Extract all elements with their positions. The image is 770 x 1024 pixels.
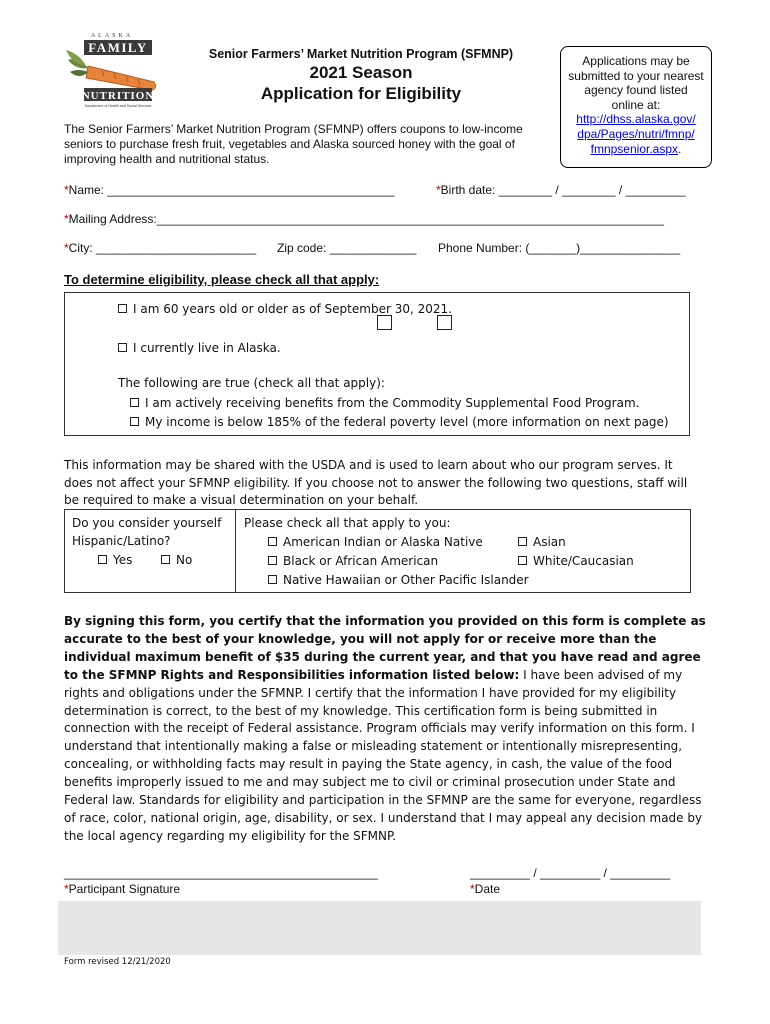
income-checkbox[interactable] bbox=[130, 417, 139, 426]
agency-link-line2: dpa/Pages/nutri/fmnp/ bbox=[577, 126, 695, 141]
checkbox-square[interactable] bbox=[437, 315, 452, 330]
race-question: Please check all that apply to you: bbox=[244, 516, 451, 530]
race-ai-label: American Indian or Alaska Native bbox=[283, 535, 483, 549]
hispanic-question-line2: Hispanic/Latino? bbox=[72, 534, 171, 548]
city-field[interactable] bbox=[64, 241, 256, 255]
agency-link-line1: http://dhss.alaska.gov/ bbox=[576, 112, 696, 127]
office-use-area bbox=[58, 901, 701, 955]
age-checkbox[interactable] bbox=[118, 304, 127, 313]
race-asian-label: Asian bbox=[533, 535, 566, 549]
hispanic-no-checkbox[interactable] bbox=[161, 555, 170, 564]
following-heading: The following are true (check all that apply): bbox=[118, 376, 385, 390]
birth-date-field[interactable] bbox=[436, 183, 686, 197]
required-mark: * bbox=[64, 241, 69, 255]
eligibility-title: To determine eligibility, please check all that apply bbox=[64, 272, 375, 287]
race-black-checkbox[interactable] bbox=[268, 556, 277, 565]
csfp-checkbox[interactable] bbox=[130, 398, 139, 407]
race-nhpi-option[interactable] bbox=[268, 573, 529, 587]
race-ai-checkbox[interactable] bbox=[268, 537, 277, 546]
alaska-family-nutrition-logo bbox=[62, 30, 162, 108]
hispanic-question-line1: Do you consider yourself bbox=[72, 516, 222, 530]
zip-code-field[interactable]: Zip code: _____________ bbox=[277, 241, 417, 255]
alaska-checkbox-row[interactable] bbox=[118, 341, 281, 355]
hispanic-no-option[interactable] bbox=[161, 553, 192, 567]
signature-label bbox=[64, 882, 180, 896]
signature-line[interactable]: _______________________________________________ bbox=[64, 866, 378, 880]
hispanic-yes-label: Yes bbox=[113, 553, 133, 567]
csfp-label: I am actively receiving benefits from the Commodity Supplemental Food Program. bbox=[145, 396, 640, 410]
alaska-label: I currently live in Alaska. bbox=[133, 341, 281, 355]
age-checkbox-row[interactable] bbox=[118, 302, 452, 316]
race-nhpi-checkbox[interactable] bbox=[268, 575, 277, 584]
race-white-option[interactable] bbox=[518, 554, 634, 568]
required-mark: * bbox=[470, 882, 475, 896]
certification-bold: By signing this form, you certify that the information you provided on this form is complete as accurate to the best of your knowledge, you will not apply for or receive more than the individual maximum benefit of $35 during the current year, and that you have read and agree to the SFMNP Rights and Responsibilities information listed below: bbox=[64, 614, 706, 682]
logo-text-top: ALASKA bbox=[90, 33, 134, 39]
race-black-option[interactable] bbox=[268, 554, 438, 568]
checkbox-square[interactable] bbox=[377, 315, 392, 330]
hispanic-yes-option[interactable] bbox=[98, 553, 132, 567]
certification-body: I have been advised of my rights and obligations under the SFMNP. I certify that the information I have provided for my eligibility determination is correct, to the best of my knowledge. This certification form is being submitted in connection with the receipt of Federal assistance. Program officials may verify information on this form. I understand that intentionally making a false or misleading statement or intentionally misrepresenting, concealing, or withholding facts may result in paying the State agency, in cash, the value of the food benefits improperly issued to me and may subject me to civil or criminal prosecution under State and Federal law. Standards for eligibility and participation in the SFMNP are the same for everyone, regardless of race, color, national origin, age, disability, or sex. I understand that I may appeal any decision made by the local agency regarding my eligibility for the SFMNP. bbox=[64, 667, 703, 843]
callout-period: . bbox=[678, 141, 682, 156]
signature-label-text: Participant Signature bbox=[68, 882, 181, 896]
date-line[interactable]: _________ / _________ / _________ bbox=[470, 866, 671, 880]
intro-paragraph: The Senior Farmers’ Market Nutrition Program (SFMNP) offers coupons to low-income seniors to purchase fresh fruit, vegetables and Alaska sourced honey with the goal of improving health and nutritional status. bbox=[64, 122, 523, 166]
required-mark: * bbox=[64, 183, 69, 197]
phone-number-field[interactable]: Phone Number: (_______)_______________ bbox=[438, 241, 681, 255]
race-ai-option[interactable] bbox=[268, 535, 483, 549]
age-label: I am 60 years old or older as of September 30, 2021. bbox=[133, 302, 452, 316]
eligibility-colon: : bbox=[374, 272, 380, 287]
race-nhpi-label: Native Hawaiian or Other Pacific Islander bbox=[283, 573, 529, 587]
required-mark: * bbox=[64, 212, 69, 226]
csfp-checkbox-row[interactable] bbox=[130, 396, 639, 410]
race-white-label: White/Caucasian bbox=[533, 554, 634, 568]
logo-text-family: FAMILY bbox=[88, 40, 148, 55]
race-white-checkbox[interactable] bbox=[518, 556, 527, 565]
name-field-label: Name: ___________________________________________ bbox=[68, 183, 395, 197]
carrot-icon bbox=[62, 30, 162, 108]
date-label bbox=[470, 882, 500, 896]
income-checkbox-row[interactable] bbox=[130, 415, 669, 429]
mailing-address-field[interactable] bbox=[64, 212, 664, 226]
callout-text: Applications may be submitted to your nearest agency found listed online at: bbox=[568, 54, 704, 112]
name-field[interactable] bbox=[64, 183, 394, 197]
race-asian-option[interactable] bbox=[518, 535, 566, 549]
agency-link-line3: fmnpsenior.aspx bbox=[590, 141, 679, 156]
demographics-divider bbox=[235, 509, 236, 593]
usda-notice: This information may be shared with the USDA and is used to learn about who our program serves. It does not affect your SFMNP eligibility. If you choose not to answer the following two questions, staff will be required to make a visual determination on your behalf. bbox=[64, 458, 688, 507]
date-label-text: Date bbox=[474, 882, 501, 896]
eligibility-heading bbox=[64, 272, 379, 287]
season-title: 2021 Season bbox=[309, 63, 413, 82]
program-name: Senior Farmers’ Market Nutrition Program (SFMNP) bbox=[208, 47, 514, 61]
logo-text-dept: Department of Health and Social Services bbox=[84, 104, 152, 108]
form-revision: Form revised 12/21/2020 bbox=[64, 957, 171, 967]
page-title: Application for Eligibility bbox=[260, 84, 462, 103]
submission-callout bbox=[560, 46, 712, 168]
alaska-checkbox[interactable] bbox=[118, 343, 127, 352]
hispanic-yes-checkbox[interactable] bbox=[98, 555, 107, 564]
mailing-address-label: Mailing Address:____________________________________________________________________________ bbox=[68, 212, 664, 226]
city-label: City: ________________________ bbox=[68, 241, 257, 255]
logo-text-nutrition: NUTRITION bbox=[81, 90, 155, 102]
certification-statement bbox=[64, 613, 706, 846]
required-mark: * bbox=[436, 183, 441, 197]
income-label: My income is below 185% of the federal poverty level (more information on next page) bbox=[145, 415, 669, 429]
race-asian-checkbox[interactable] bbox=[518, 537, 527, 546]
hispanic-no-label: No bbox=[176, 553, 193, 567]
required-mark: * bbox=[64, 882, 69, 896]
birth-date-label: Birth date: ________ / ________ / _________ bbox=[440, 183, 686, 197]
race-black-label: Black or African American bbox=[283, 554, 439, 568]
